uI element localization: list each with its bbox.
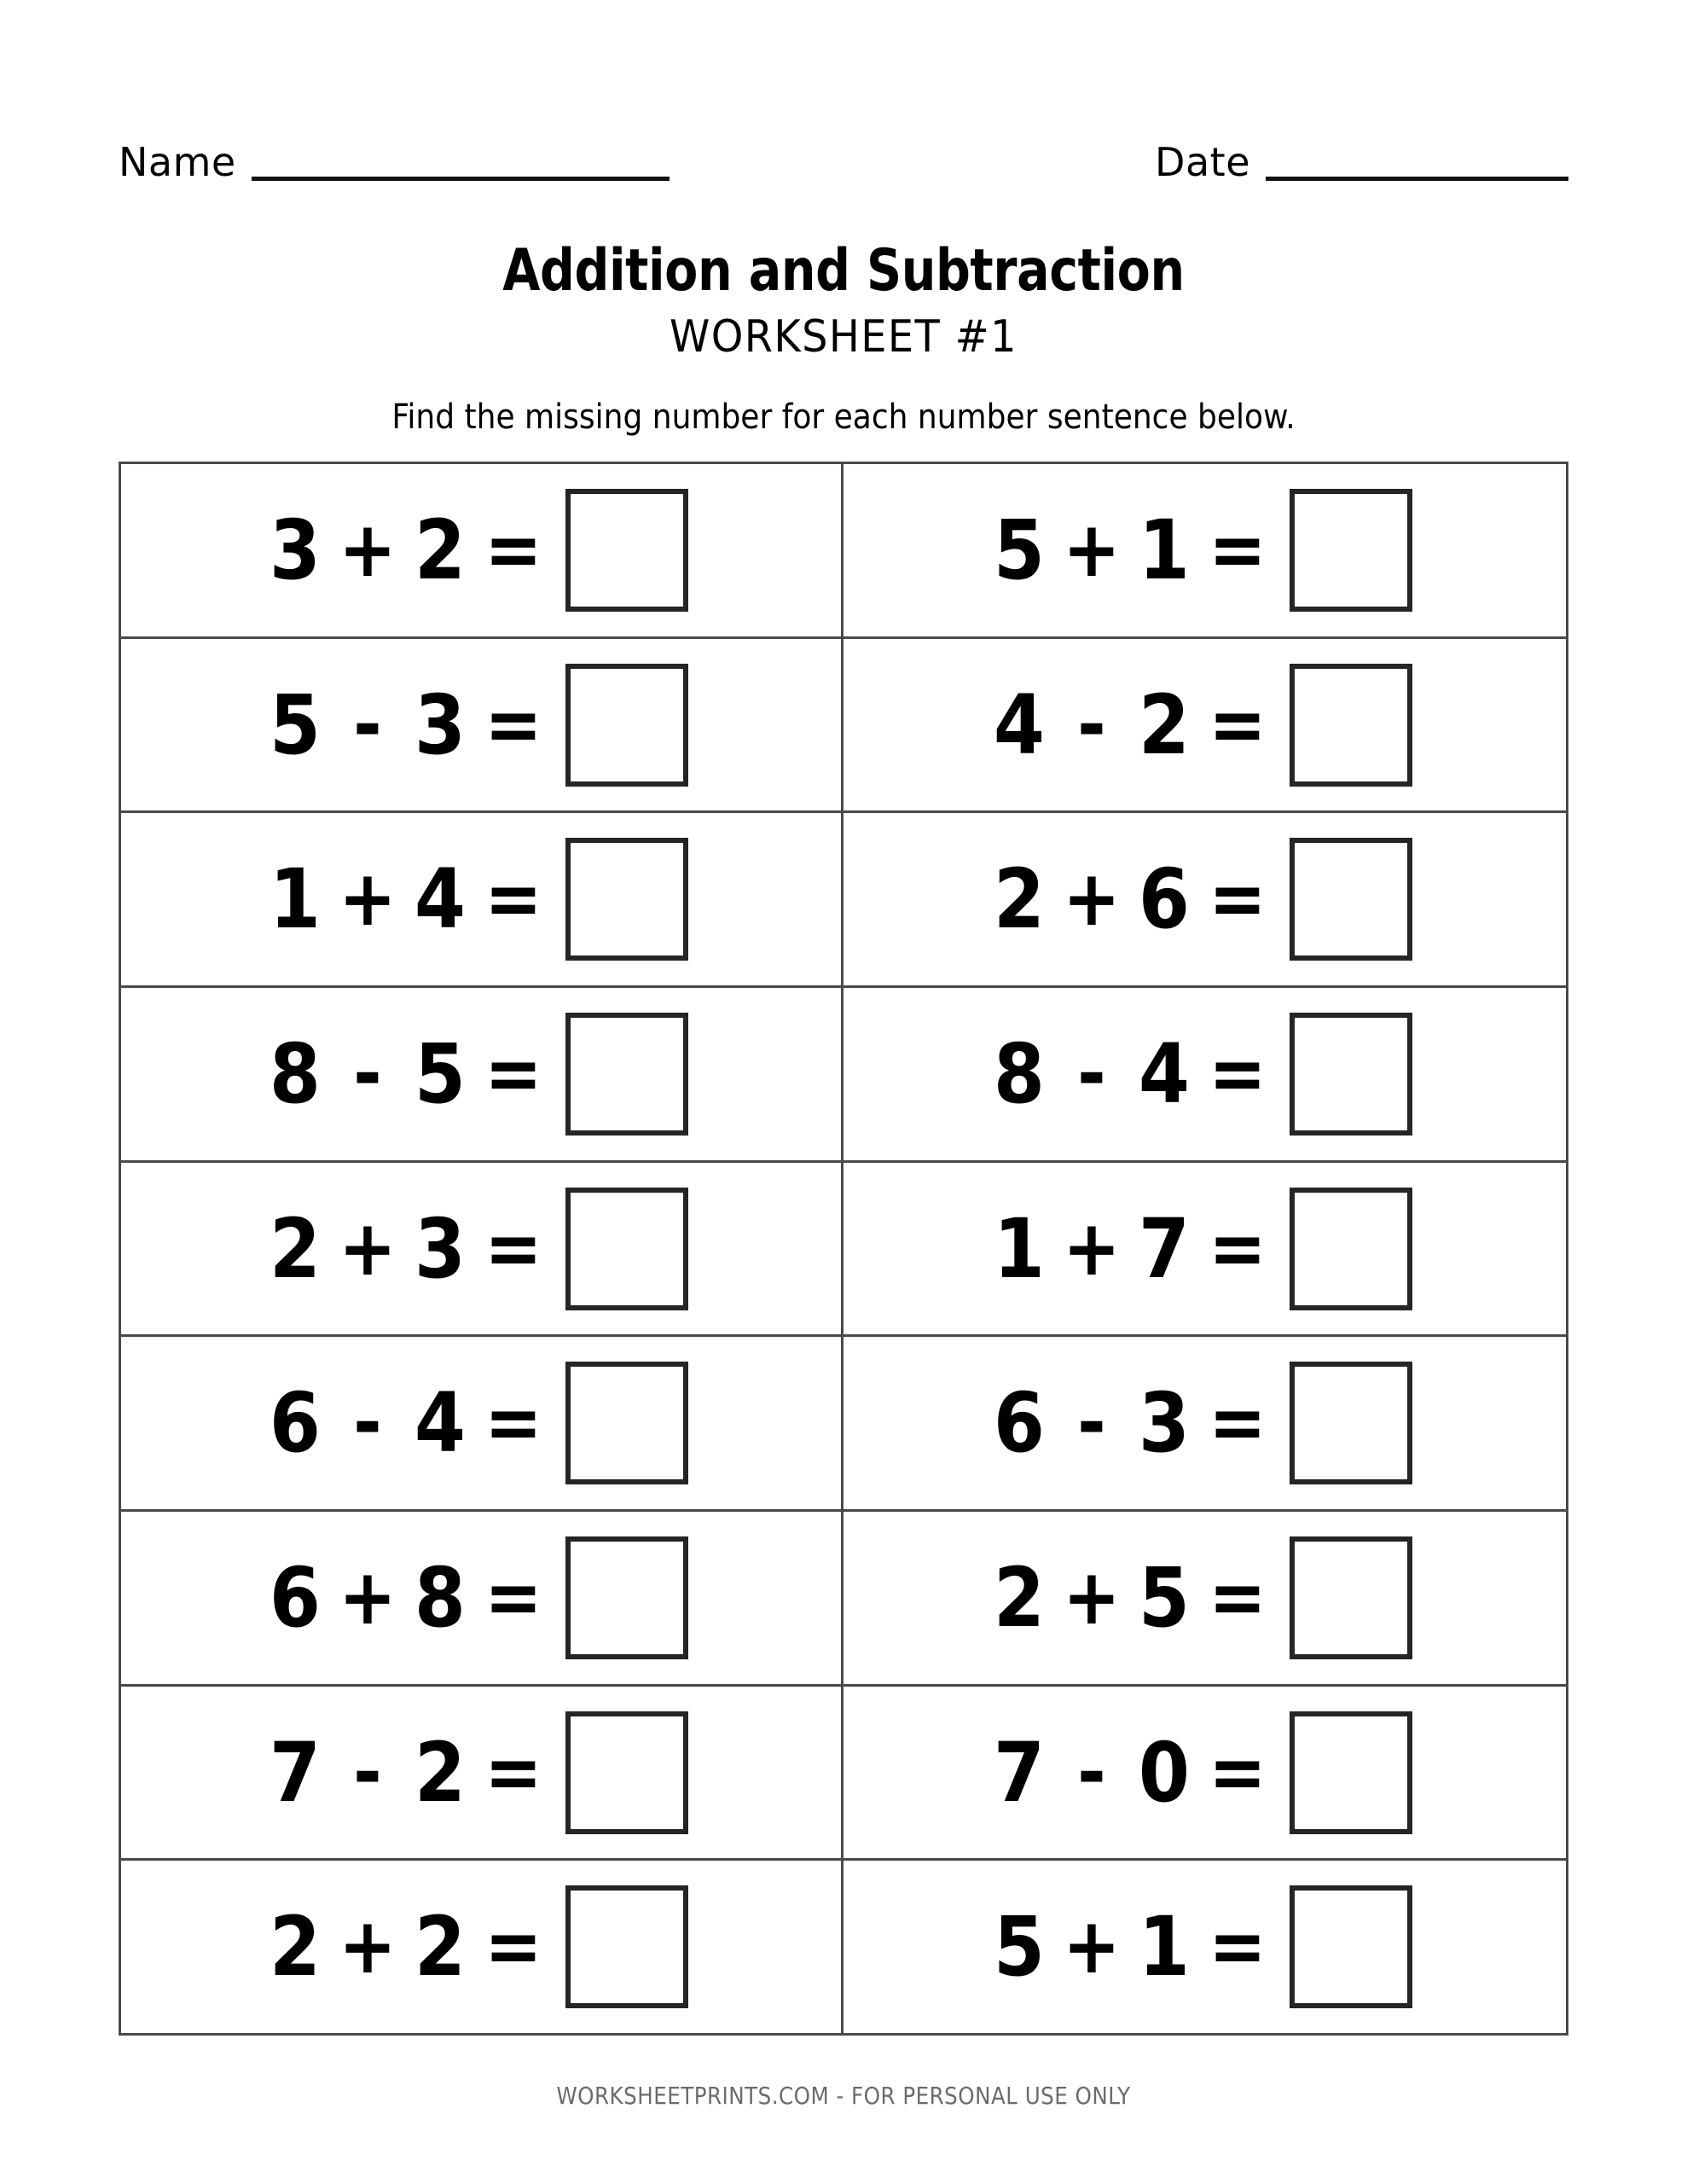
name-write-line[interactable]: [252, 177, 670, 181]
problem-cell: [121, 813, 844, 985]
problem-row: [121, 988, 1566, 1163]
first-operand: 6: [269, 1549, 322, 1646]
operator-symbol: -: [353, 1028, 382, 1118]
second-operand: 3: [414, 1200, 467, 1297]
name-field[interactable]: [119, 140, 670, 186]
equals-symbol: =: [484, 504, 542, 595]
operator-symbol: +: [1062, 1203, 1121, 1293]
problem-row: [121, 1337, 1566, 1512]
number-sentence: [984, 1711, 1412, 1834]
answer-box[interactable]: [1290, 1711, 1412, 1834]
problem-row: [121, 1163, 1566, 1338]
answer-box[interactable]: [1290, 838, 1412, 961]
problem-cell: [121, 639, 844, 811]
operator-symbol: -: [353, 1727, 382, 1817]
second-operand: 5: [1138, 1549, 1190, 1646]
first-operand: 2: [993, 851, 1045, 948]
equals-symbol: =: [1208, 504, 1267, 595]
equals-symbol: =: [1208, 1902, 1267, 1992]
first-operand: 7: [993, 1724, 1045, 1821]
answer-box[interactable]: [1290, 664, 1412, 787]
answer-box[interactable]: [1290, 1536, 1412, 1659]
date-write-line[interactable]: [1266, 177, 1568, 181]
answer-box[interactable]: [1290, 1188, 1412, 1310]
first-operand: 5: [993, 502, 1045, 598]
second-operand: 1: [1138, 1899, 1190, 1995]
first-operand: 6: [269, 1375, 322, 1472]
number-sentence: [984, 664, 1412, 787]
second-operand: 4: [1138, 1025, 1190, 1122]
equals-symbol: =: [484, 1902, 542, 1992]
number-sentence: [260, 838, 688, 961]
number-sentence: [984, 1188, 1412, 1310]
first-operand: 1: [269, 851, 322, 948]
second-operand: 0: [1138, 1724, 1190, 1821]
problem-row: [121, 813, 1566, 988]
problem-cell: [844, 1163, 1566, 1335]
number-sentence: [260, 1013, 688, 1136]
problem-row: [121, 1861, 1566, 2033]
problem-cell: [121, 1861, 844, 2033]
student-info-header: [119, 126, 1568, 186]
second-operand: 1: [1138, 502, 1190, 598]
answer-box[interactable]: [1290, 1885, 1412, 2008]
problem-cell: [844, 1337, 1566, 1509]
equals-symbol: =: [484, 1028, 542, 1118]
first-operand: 8: [993, 1025, 1045, 1122]
answer-box[interactable]: [565, 1013, 688, 1136]
date-field[interactable]: [1155, 140, 1568, 186]
answer-box[interactable]: [565, 1711, 688, 1834]
operator-symbol: -: [1076, 679, 1106, 770]
problem-cell: [121, 464, 844, 636]
first-operand: 2: [993, 1549, 1045, 1646]
number-sentence: [984, 1013, 1412, 1136]
problem-cell: [121, 988, 844, 1160]
second-operand: 2: [414, 1724, 467, 1821]
operator-symbol: +: [1062, 1902, 1121, 1992]
second-operand: 3: [1138, 1375, 1190, 1472]
problem-cell: [121, 1337, 844, 1509]
second-operand: 3: [414, 677, 467, 773]
first-operand: 2: [269, 1200, 322, 1297]
operator-symbol: -: [1076, 1727, 1106, 1817]
equals-symbol: =: [484, 1203, 542, 1293]
answer-box[interactable]: [565, 1188, 688, 1310]
first-operand: 6: [993, 1375, 1045, 1472]
number-sentence: [260, 1885, 688, 2008]
second-operand: 4: [414, 1375, 467, 1472]
number-sentence: [260, 1711, 688, 1834]
date-label: Date: [1155, 139, 1250, 185]
equals-symbol: =: [1208, 1378, 1267, 1468]
number-sentence: [984, 1885, 1412, 2008]
equals-symbol: =: [484, 1378, 542, 1468]
operator-symbol: -: [353, 1378, 382, 1468]
second-operand: 4: [414, 851, 467, 948]
problem-cell: [844, 1687, 1566, 1859]
problem-cell: [844, 1512, 1566, 1684]
first-operand: 7: [269, 1724, 322, 1821]
answer-box[interactable]: [565, 1885, 688, 2008]
number-sentence: [984, 838, 1412, 961]
answer-box[interactable]: [1290, 1362, 1412, 1484]
number-sentence: [260, 1362, 688, 1484]
number-sentence: [984, 489, 1412, 612]
worksheet-title: Addition and Subtraction: [502, 237, 1185, 305]
answer-box[interactable]: [565, 838, 688, 961]
operator-symbol: -: [353, 679, 382, 770]
problem-cell: [844, 464, 1566, 636]
problem-cell: [844, 1861, 1566, 2033]
operator-symbol: +: [339, 1203, 397, 1293]
operator-symbol: +: [339, 1552, 397, 1642]
equals-symbol: =: [484, 1727, 542, 1817]
answer-box[interactable]: [565, 489, 688, 612]
operator-symbol: +: [339, 504, 397, 595]
equals-symbol: =: [1208, 854, 1267, 944]
number-sentence: [260, 1188, 688, 1310]
number-sentence: [260, 489, 688, 612]
number-sentence: [260, 664, 688, 787]
equals-symbol: =: [1208, 679, 1267, 770]
operator-symbol: +: [1062, 504, 1121, 595]
problem-row: [121, 1687, 1566, 1862]
first-operand: 3: [269, 502, 322, 598]
second-operand: 2: [414, 502, 467, 598]
name-label: Name: [119, 139, 236, 185]
worksheet-instructions: Find the missing number for each number sentence below.: [391, 398, 1296, 437]
second-operand: 8: [414, 1549, 467, 1646]
first-operand: 5: [993, 1899, 1045, 1995]
equals-symbol: =: [1208, 1028, 1267, 1118]
operator-symbol: +: [1062, 1552, 1121, 1642]
operator-symbol: +: [1062, 854, 1121, 944]
answer-box[interactable]: [1290, 489, 1412, 612]
number-sentence: [260, 1536, 688, 1659]
answer-box[interactable]: [565, 1536, 688, 1659]
answer-box[interactable]: [565, 664, 688, 787]
first-operand: 8: [269, 1025, 322, 1122]
problem-grid: [119, 462, 1568, 2036]
first-operand: 2: [269, 1899, 322, 1995]
answer-box[interactable]: [1290, 1013, 1412, 1136]
second-operand: 5: [414, 1025, 467, 1122]
number-sentence: [984, 1362, 1412, 1484]
equals-symbol: =: [1208, 1203, 1267, 1293]
problem-cell: [844, 813, 1566, 985]
answer-box[interactable]: [565, 1362, 688, 1484]
problem-row: [121, 464, 1566, 639]
second-operand: 2: [414, 1899, 467, 1995]
operator-symbol: -: [1076, 1378, 1106, 1468]
problem-cell: [844, 988, 1566, 1160]
worksheet-subtitle: WORKSHEET #1: [670, 311, 1017, 363]
problem-cell: [121, 1512, 844, 1684]
equals-symbol: =: [1208, 1727, 1267, 1817]
first-operand: 4: [993, 677, 1045, 773]
problem-row: [121, 639, 1566, 814]
second-operand: 2: [1138, 677, 1190, 773]
footer-credit: WORKSHEETPRINTS.COM - FOR PERSONAL USE ONLY: [556, 2082, 1131, 2110]
operator-symbol: +: [339, 1902, 397, 1992]
second-operand: 6: [1138, 851, 1190, 948]
operator-symbol: +: [339, 854, 397, 944]
problem-cell: [844, 639, 1566, 811]
first-operand: 1: [993, 1200, 1045, 1297]
equals-symbol: =: [1208, 1552, 1267, 1642]
operator-symbol: -: [1076, 1028, 1106, 1118]
equals-symbol: =: [484, 854, 542, 944]
first-operand: 5: [269, 677, 322, 773]
equals-symbol: =: [484, 679, 542, 770]
problem-cell: [121, 1687, 844, 1859]
second-operand: 7: [1138, 1200, 1190, 1297]
problem-row: [121, 1512, 1566, 1687]
equals-symbol: =: [484, 1552, 542, 1642]
problem-cell: [121, 1163, 844, 1335]
number-sentence: [984, 1536, 1412, 1659]
